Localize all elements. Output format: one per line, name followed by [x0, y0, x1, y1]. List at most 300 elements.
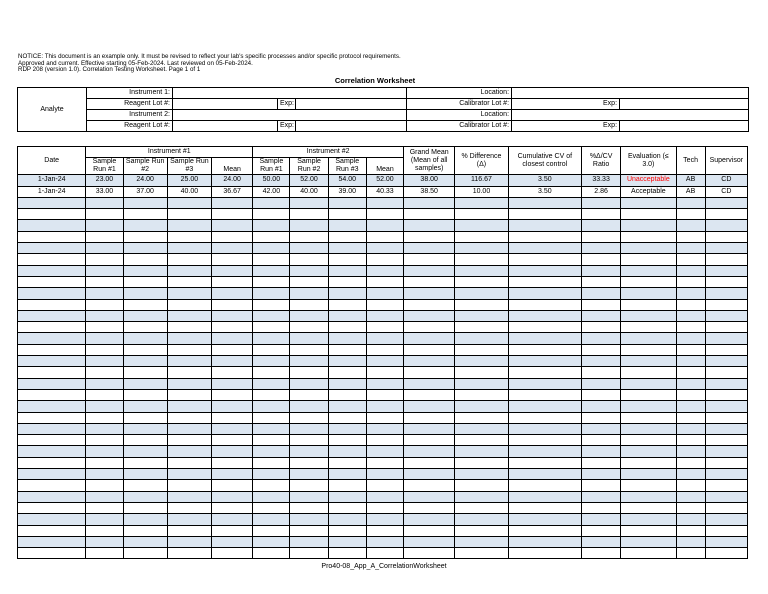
cell-cv[interactable] [508, 356, 581, 367]
cell-i2r3[interactable] [328, 548, 366, 559]
cell-grand[interactable]: 38.50 [404, 186, 455, 197]
cell-grand[interactable] [404, 502, 455, 513]
cell-i2r2[interactable] [290, 288, 328, 299]
cell-diff[interactable]: 116.67 [455, 175, 508, 186]
cell-i2mean[interactable] [366, 276, 403, 287]
cell-i2r3[interactable] [328, 288, 366, 299]
cell-grand[interactable] [404, 378, 455, 389]
cell-i1r2[interactable] [123, 276, 167, 287]
cell-i1r2[interactable] [123, 310, 167, 321]
cell-date[interactable]: 1-Jan-24 [18, 186, 86, 197]
cell-ratio[interactable] [582, 423, 621, 434]
cell-tech[interactable] [676, 548, 705, 559]
cell-i1r1[interactable] [86, 480, 123, 491]
cell-tech[interactable] [676, 412, 705, 423]
cell-cv[interactable] [508, 423, 581, 434]
cell-diff[interactable] [455, 514, 508, 525]
cell-sup[interactable] [705, 548, 747, 559]
cell-diff[interactable] [455, 548, 508, 559]
cell-i1mean[interactable] [212, 412, 253, 423]
cell-date[interactable] [18, 457, 86, 468]
cell-ratio[interactable] [582, 333, 621, 344]
cell-i1r2[interactable] [123, 231, 167, 242]
cell-i1r1[interactable] [86, 265, 123, 276]
cell-i2r1[interactable]: 42.00 [253, 186, 290, 197]
cell-i2mean[interactable] [366, 367, 403, 378]
cell-sup[interactable] [705, 412, 747, 423]
cell-eval[interactable]: Unacceptable [621, 175, 676, 186]
cell-date[interactable]: 1-Jan-24 [18, 175, 86, 186]
cell-ratio[interactable] [582, 367, 621, 378]
cell-ratio[interactable]: 2.86 [582, 186, 621, 197]
cell-eval[interactable]: Acceptable [621, 186, 676, 197]
cell-diff[interactable] [455, 491, 508, 502]
cell-eval[interactable] [621, 548, 676, 559]
cell-sup[interactable]: CD [705, 186, 747, 197]
cell-i2r1[interactable] [253, 480, 290, 491]
cell-i1r3[interactable] [167, 288, 211, 299]
cell-tech[interactable] [676, 536, 705, 547]
cell-i2mean[interactable] [366, 469, 403, 480]
cell-grand[interactable] [404, 322, 455, 333]
cell-i1r3[interactable] [167, 378, 211, 389]
cell-i2mean[interactable] [366, 243, 403, 254]
cell-i2mean[interactable] [366, 288, 403, 299]
cell-i2r1[interactable] [253, 412, 290, 423]
cell-i2r3[interactable] [328, 310, 366, 321]
cell-eval[interactable] [621, 265, 676, 276]
cell-tech[interactable] [676, 209, 705, 220]
cell-i1mean[interactable] [212, 491, 253, 502]
cell-tech[interactable]: AB [676, 186, 705, 197]
cell-tech[interactable] [676, 243, 705, 254]
cell-i1r3[interactable] [167, 310, 211, 321]
cell-i2r1[interactable] [253, 333, 290, 344]
cell-i1mean[interactable] [212, 333, 253, 344]
cell-eval[interactable] [621, 276, 676, 287]
cell-diff[interactable] [455, 401, 508, 412]
cell-cv[interactable] [508, 412, 581, 423]
cell-i1r1[interactable] [86, 288, 123, 299]
cell-i2mean[interactable] [366, 310, 403, 321]
cell-date[interactable] [18, 367, 86, 378]
cell-cv[interactable] [508, 446, 581, 457]
reagent-lot2-value[interactable] [173, 121, 278, 132]
cell-i2r1[interactable] [253, 491, 290, 502]
cell-diff[interactable] [455, 446, 508, 457]
cell-i1r1[interactable] [86, 243, 123, 254]
cell-i2r3[interactable]: 39.00 [328, 186, 366, 197]
cell-cv[interactable] [508, 322, 581, 333]
cell-i1r2[interactable] [123, 536, 167, 547]
cell-i1r1[interactable] [86, 389, 123, 400]
cell-sup[interactable] [705, 378, 747, 389]
cell-diff[interactable] [455, 288, 508, 299]
cell-i2r2[interactable] [290, 491, 328, 502]
cell-eval[interactable] [621, 457, 676, 468]
cell-eval[interactable] [621, 469, 676, 480]
cell-date[interactable] [18, 514, 86, 525]
cell-i2r2[interactable] [290, 322, 328, 333]
cell-i2r3[interactable] [328, 401, 366, 412]
cell-cv[interactable] [508, 344, 581, 355]
cell-i2r1[interactable] [253, 457, 290, 468]
cell-cv[interactable] [508, 378, 581, 389]
cell-date[interactable] [18, 491, 86, 502]
cell-sup[interactable] [705, 344, 747, 355]
cell-eval[interactable] [621, 243, 676, 254]
cell-i2mean[interactable] [366, 209, 403, 220]
cell-date[interactable] [18, 423, 86, 434]
cell-i2r1[interactable] [253, 231, 290, 242]
cell-i1r3[interactable] [167, 209, 211, 220]
exp1-value[interactable] [296, 99, 407, 110]
cell-i1mean[interactable] [212, 265, 253, 276]
cell-diff[interactable] [455, 457, 508, 468]
cell-i2r2[interactable] [290, 536, 328, 547]
cell-date[interactable] [18, 220, 86, 231]
cell-grand[interactable] [404, 276, 455, 287]
cell-i2r1[interactable] [253, 423, 290, 434]
cell-date[interactable] [18, 412, 86, 423]
cell-diff[interactable] [455, 423, 508, 434]
cell-i1r2[interactable] [123, 220, 167, 231]
cell-tech[interactable] [676, 276, 705, 287]
cell-i1r3[interactable] [167, 502, 211, 513]
cell-ratio[interactable] [582, 536, 621, 547]
cell-i2mean[interactable] [366, 491, 403, 502]
cal-exp2-value[interactable] [620, 121, 749, 132]
cell-i1r2[interactable] [123, 446, 167, 457]
cell-i2r2[interactable] [290, 299, 328, 310]
cell-i2r2[interactable]: 52.00 [290, 175, 328, 186]
cell-i1r2[interactable] [123, 344, 167, 355]
cell-i2mean[interactable] [366, 231, 403, 242]
cell-i1r1[interactable] [86, 446, 123, 457]
cell-cv[interactable] [508, 514, 581, 525]
cell-i2mean[interactable] [366, 423, 403, 434]
cell-grand[interactable]: 38.00 [404, 175, 455, 186]
cell-sup[interactable] [705, 310, 747, 321]
cell-diff[interactable] [455, 209, 508, 220]
cell-i1r1[interactable] [86, 469, 123, 480]
cell-i2r3[interactable] [328, 220, 366, 231]
cell-i2r1[interactable] [253, 356, 290, 367]
cell-i1r3[interactable] [167, 525, 211, 536]
cell-tech[interactable] [676, 435, 705, 446]
cell-i2mean[interactable] [366, 502, 403, 513]
cell-i2mean[interactable]: 52.00 [366, 175, 403, 186]
cell-diff[interactable] [455, 389, 508, 400]
cell-ratio[interactable] [582, 412, 621, 423]
cell-i2r3[interactable]: 54.00 [328, 175, 366, 186]
cell-eval[interactable] [621, 254, 676, 265]
cell-i2r2[interactable] [290, 197, 328, 208]
cell-i1r1[interactable] [86, 457, 123, 468]
cell-i2r2[interactable] [290, 333, 328, 344]
cell-i1mean[interactable] [212, 322, 253, 333]
cell-i2r1[interactable] [253, 389, 290, 400]
cell-eval[interactable] [621, 288, 676, 299]
cell-i2r3[interactable] [328, 322, 366, 333]
cell-i2r1[interactable] [253, 243, 290, 254]
cell-i2r2[interactable] [290, 378, 328, 389]
cell-tech[interactable] [676, 480, 705, 491]
cell-i2r3[interactable] [328, 344, 366, 355]
cell-i1r2[interactable] [123, 401, 167, 412]
cell-grand[interactable] [404, 435, 455, 446]
cell-i1r1[interactable] [86, 254, 123, 265]
cell-i2r2[interactable] [290, 514, 328, 525]
cell-grand[interactable] [404, 412, 455, 423]
cell-i1r1[interactable] [86, 344, 123, 355]
cell-i1r3[interactable] [167, 254, 211, 265]
cell-i2r1[interactable] [253, 401, 290, 412]
cell-ratio[interactable] [582, 401, 621, 412]
cell-sup[interactable] [705, 299, 747, 310]
cell-i2mean[interactable] [366, 548, 403, 559]
cell-i1r1[interactable] [86, 322, 123, 333]
cell-i2r3[interactable] [328, 502, 366, 513]
instrument1-value[interactable] [173, 88, 407, 99]
cell-i1r2[interactable] [123, 548, 167, 559]
cell-sup[interactable] [705, 446, 747, 457]
cell-date[interactable] [18, 401, 86, 412]
cell-cv[interactable] [508, 209, 581, 220]
cell-i1mean[interactable] [212, 344, 253, 355]
cell-i1mean[interactable] [212, 254, 253, 265]
cell-ratio[interactable] [582, 514, 621, 525]
cell-i1r3[interactable] [167, 457, 211, 468]
cell-eval[interactable] [621, 220, 676, 231]
cell-i2r2[interactable] [290, 220, 328, 231]
cell-eval[interactable] [621, 536, 676, 547]
cell-ratio[interactable]: 33.33 [582, 175, 621, 186]
cell-ratio[interactable] [582, 209, 621, 220]
cell-i2r1[interactable] [253, 367, 290, 378]
cell-i2r1[interactable] [253, 502, 290, 513]
cell-ratio[interactable] [582, 197, 621, 208]
cell-i2r3[interactable] [328, 243, 366, 254]
cell-i1r1[interactable] [86, 548, 123, 559]
cell-tech[interactable] [676, 389, 705, 400]
cell-tech[interactable] [676, 469, 705, 480]
cell-eval[interactable] [621, 197, 676, 208]
cell-grand[interactable] [404, 457, 455, 468]
cell-i2r2[interactable] [290, 446, 328, 457]
cell-date[interactable] [18, 288, 86, 299]
cell-i1mean[interactable] [212, 435, 253, 446]
cell-i1mean[interactable] [212, 514, 253, 525]
cell-date[interactable] [18, 310, 86, 321]
cell-i1r3[interactable] [167, 401, 211, 412]
cell-i2mean[interactable] [366, 389, 403, 400]
cell-i2r3[interactable] [328, 389, 366, 400]
cell-sup[interactable] [705, 469, 747, 480]
cal-exp1-value[interactable] [620, 99, 749, 110]
cell-grand[interactable] [404, 254, 455, 265]
cell-date[interactable] [18, 243, 86, 254]
cell-i1r1[interactable] [86, 412, 123, 423]
cell-ratio[interactable] [582, 276, 621, 287]
cell-date[interactable] [18, 356, 86, 367]
cell-eval[interactable] [621, 480, 676, 491]
cell-i1mean[interactable] [212, 389, 253, 400]
cell-i2r2[interactable] [290, 412, 328, 423]
cell-i1r2[interactable] [123, 457, 167, 468]
cell-cv[interactable] [508, 502, 581, 513]
cell-diff[interactable] [455, 356, 508, 367]
cell-diff[interactable] [455, 322, 508, 333]
cell-eval[interactable] [621, 491, 676, 502]
cell-i1r2[interactable] [123, 435, 167, 446]
location1-value[interactable] [512, 88, 749, 99]
cell-eval[interactable] [621, 525, 676, 536]
cell-i2r3[interactable] [328, 514, 366, 525]
cell-cv[interactable] [508, 265, 581, 276]
cell-i1r3[interactable] [167, 469, 211, 480]
cell-date[interactable] [18, 299, 86, 310]
cell-i1r3[interactable] [167, 536, 211, 547]
cell-tech[interactable] [676, 491, 705, 502]
cell-i1r3[interactable] [167, 265, 211, 276]
cell-i1r3[interactable] [167, 412, 211, 423]
cell-i2mean[interactable] [366, 446, 403, 457]
cell-i2r2[interactable] [290, 265, 328, 276]
cell-diff[interactable] [455, 231, 508, 242]
cell-i1r3[interactable] [167, 435, 211, 446]
cell-grand[interactable] [404, 469, 455, 480]
cell-date[interactable] [18, 536, 86, 547]
cell-ratio[interactable] [582, 322, 621, 333]
cell-diff[interactable] [455, 276, 508, 287]
cell-date[interactable] [18, 389, 86, 400]
instrument2-value[interactable] [173, 110, 407, 121]
cell-i1r1[interactable] [86, 220, 123, 231]
cell-i1r1[interactable] [86, 333, 123, 344]
cell-i2mean[interactable] [366, 254, 403, 265]
cell-i1mean[interactable] [212, 536, 253, 547]
cell-sup[interactable] [705, 367, 747, 378]
cell-date[interactable] [18, 525, 86, 536]
cell-i2r2[interactable] [290, 344, 328, 355]
cell-i2r2[interactable] [290, 435, 328, 446]
cell-eval[interactable] [621, 446, 676, 457]
cell-grand[interactable] [404, 389, 455, 400]
cell-i2r3[interactable] [328, 480, 366, 491]
cell-i2r2[interactable] [290, 254, 328, 265]
cell-tech[interactable] [676, 299, 705, 310]
cell-i2r2[interactable] [290, 310, 328, 321]
cell-eval[interactable] [621, 333, 676, 344]
cell-i2r2[interactable] [290, 525, 328, 536]
cell-ratio[interactable] [582, 480, 621, 491]
cell-i2mean[interactable] [366, 525, 403, 536]
cell-i2r1[interactable] [253, 536, 290, 547]
cell-i1r3[interactable] [167, 367, 211, 378]
cell-eval[interactable] [621, 423, 676, 434]
cell-i1r2[interactable] [123, 333, 167, 344]
cell-i1r3[interactable] [167, 446, 211, 457]
cell-i1mean[interactable] [212, 446, 253, 457]
cell-diff[interactable] [455, 265, 508, 276]
cell-i2r3[interactable] [328, 231, 366, 242]
cell-eval[interactable] [621, 389, 676, 400]
cell-i2r1[interactable] [253, 378, 290, 389]
cell-grand[interactable] [404, 548, 455, 559]
cell-i2mean[interactable] [366, 197, 403, 208]
cell-eval[interactable] [621, 310, 676, 321]
cell-i1r1[interactable] [86, 310, 123, 321]
cell-i2r2[interactable] [290, 401, 328, 412]
cell-eval[interactable] [621, 209, 676, 220]
cell-sup[interactable] [705, 220, 747, 231]
cell-tech[interactable] [676, 322, 705, 333]
cell-diff[interactable] [455, 525, 508, 536]
cell-i2r2[interactable] [290, 276, 328, 287]
cell-cv[interactable] [508, 548, 581, 559]
cell-i2r1[interactable] [253, 446, 290, 457]
cell-ratio[interactable] [582, 502, 621, 513]
cell-date[interactable] [18, 469, 86, 480]
cell-cv[interactable] [508, 243, 581, 254]
cell-i2r1[interactable] [253, 197, 290, 208]
cell-i2r2[interactable] [290, 502, 328, 513]
cell-tech[interactable] [676, 446, 705, 457]
cell-ratio[interactable] [582, 446, 621, 457]
cell-i2mean[interactable] [366, 457, 403, 468]
cell-ratio[interactable] [582, 525, 621, 536]
cell-i2mean[interactable] [366, 378, 403, 389]
cell-i1r3[interactable] [167, 389, 211, 400]
cell-i1r2[interactable] [123, 322, 167, 333]
cell-sup[interactable] [705, 423, 747, 434]
cell-ratio[interactable] [582, 288, 621, 299]
cell-date[interactable] [18, 322, 86, 333]
cell-diff[interactable] [455, 197, 508, 208]
cell-sup[interactable] [705, 243, 747, 254]
cell-i1r2[interactable] [123, 491, 167, 502]
cell-i2r2[interactable] [290, 356, 328, 367]
cell-cv[interactable] [508, 197, 581, 208]
cell-i1mean[interactable] [212, 525, 253, 536]
cell-i2r1[interactable] [253, 548, 290, 559]
cell-date[interactable] [18, 209, 86, 220]
cell-diff[interactable] [455, 310, 508, 321]
cell-i2r3[interactable] [328, 412, 366, 423]
cell-i1r1[interactable] [86, 514, 123, 525]
cell-diff[interactable] [455, 299, 508, 310]
cell-diff[interactable] [455, 254, 508, 265]
cell-sup[interactable] [705, 480, 747, 491]
cell-i1r2[interactable] [123, 378, 167, 389]
cell-tech[interactable] [676, 457, 705, 468]
cell-tech[interactable] [676, 401, 705, 412]
cell-grand[interactable] [404, 423, 455, 434]
cell-i1r1[interactable] [86, 536, 123, 547]
cell-eval[interactable] [621, 514, 676, 525]
cell-date[interactable] [18, 480, 86, 491]
cell-i1r1[interactable] [86, 491, 123, 502]
cell-i1r2[interactable] [123, 367, 167, 378]
cell-sup[interactable] [705, 333, 747, 344]
cell-sup[interactable] [705, 389, 747, 400]
cell-tech[interactable] [676, 514, 705, 525]
cell-i1r3[interactable] [167, 322, 211, 333]
cell-i1r2[interactable] [123, 288, 167, 299]
cell-i2r1[interactable] [253, 288, 290, 299]
cell-sup[interactable] [705, 502, 747, 513]
